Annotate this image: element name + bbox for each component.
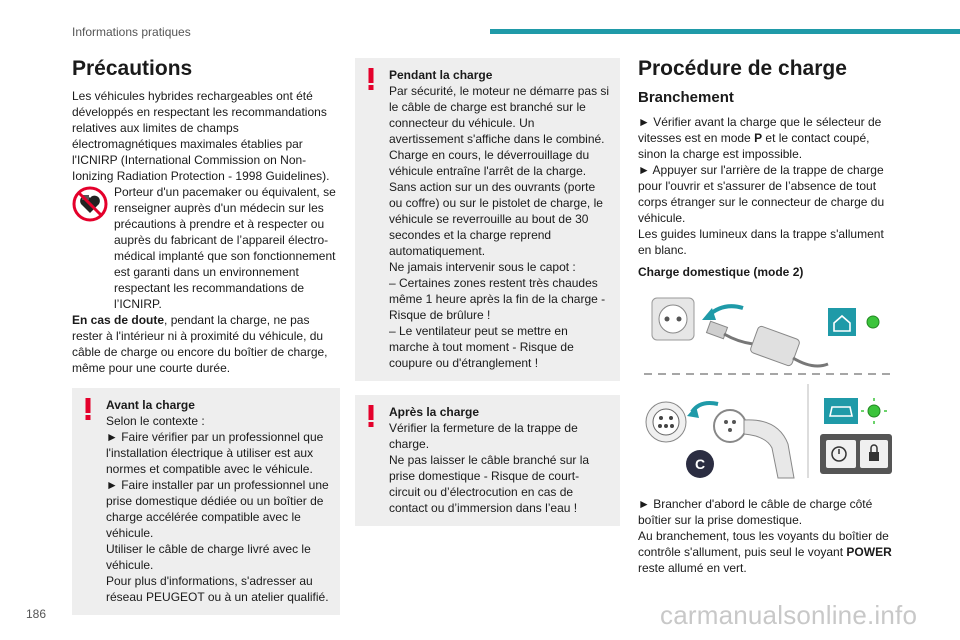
note-line: Vérifier la fermeture de la trappe de charge. xyxy=(389,421,578,451)
step-text: ► Vérifier avant la charge que le sélecteur de vitesses est en mode xyxy=(638,115,882,145)
column-charge-notes xyxy=(355,58,620,526)
intro-paragraph: Les véhicules hybrides rechargeables ont été développés en respectant les recommandations relatives aux limites de champs électromagnétiques maximales établies par l'ICNIRP (International Commission on Non-Ionizing Radiation Protection - 1998 Guidelines). xyxy=(72,89,330,183)
power-label: POWER xyxy=(846,545,892,559)
gear-mode-p: P xyxy=(754,131,763,145)
note-line: – Le ventilateur peut se mettre en marche à tout moment - Risque de coupure ou d'étranglement ! xyxy=(389,324,574,370)
step-plug-domestic: ► Brancher d'abord le câble de charge côté boîtier sur la prise domestique. xyxy=(638,497,873,527)
note-line: Sans action sur un des ouvrants (porte ou coffre) ou sur le pistolet de charge, le véhicule se reverrouille au bout de 30 secondes et la charge reprend automatiquement. xyxy=(389,180,603,258)
warning-exclamation-icon xyxy=(84,398,92,420)
pacemaker-warning xyxy=(72,184,340,312)
step-text: reste allumé en vert. xyxy=(638,561,747,575)
note-line: Pour plus d'informations, s'adresser au réseau PEUGEOT ou à un atelier qualifié. xyxy=(106,574,329,604)
warning-exclamation-icon xyxy=(367,68,375,90)
note-title: Pendant la charge xyxy=(389,68,493,82)
timer-lock-panel-icon xyxy=(820,434,892,474)
note-title: Avant la charge xyxy=(106,398,195,412)
pacemaker-text: Porteur d'un pacemaker ou équivalent, se renseigner auprès d'un médecin sur les précautions à prendre et à respecter ou auprès du fabricant de l’appareil électro-médical implanté que son fonctionnement est garanti dans un environnement respectant les recommandations de l’ICNIRP. xyxy=(114,185,336,311)
charge-gun-icon xyxy=(714,410,794,478)
note-line: Ne pas laisser le câble branché sur la prise domestique - Risque de court-circuit ou d’électrocution en cas de contact ou d’immersion dans l’eau ! xyxy=(389,453,590,515)
warning-exclamation-icon xyxy=(367,405,375,427)
step-guides-light: Les guides lumineux dans la trappe s'allument en blanc. xyxy=(638,227,884,257)
led-green-indicator xyxy=(867,316,879,328)
watermark: carmanualsonline.info xyxy=(660,600,918,630)
step-open-flap: ► Appuyer sur l'arrière de la trappe de charge pour l'ouvrir et s'assurer de l’absence de tout corps étranger sur le connecteur de charge du véhicule. xyxy=(638,163,885,225)
step-text: et le contact coupé, sinon la charge est impossible. xyxy=(638,131,870,161)
vehicle-mode-icon xyxy=(824,398,858,424)
charging-cable-box-icon xyxy=(706,321,828,366)
section-title-procedure: Procédure de charge xyxy=(638,57,847,80)
note-pendant-charge xyxy=(355,58,620,381)
note-avant-charge xyxy=(72,388,340,615)
column-precautions xyxy=(72,56,340,615)
vehicle-connector-icon xyxy=(646,402,686,442)
running-header-title: Informations pratiques xyxy=(72,25,191,39)
callout-c-letter: C xyxy=(694,456,706,472)
doubt-bold: En cas de doute xyxy=(72,313,165,327)
note-title: Après la charge xyxy=(389,405,480,419)
note-line: Selon le contexte : xyxy=(106,414,205,428)
step-text: Au branchement, tous les voyants du boîtier de contrôle s'allument, puis seul le voyant xyxy=(638,529,889,559)
note-line: Ne jamais intervenir sous le capot : xyxy=(389,260,576,274)
step-power-led xyxy=(638,528,894,576)
note-line: – Certaines zones restent très chaudes même 1 heure après la fin de la charge - Risque de brûlure ! xyxy=(389,276,606,322)
doubt-text: , pendant la charge, ne pas rester à l'intérieur ni à proximité du véhicule, du câble de charge ou encore du boîtier de charge, même pour une courte durée. xyxy=(72,313,328,375)
no-pacemaker-icon xyxy=(72,186,108,222)
column-procedure xyxy=(638,56,894,576)
led-blinking-indicator xyxy=(861,398,887,424)
note-line: Par sécurité, le moteur ne démarre pas si le câble de charge est branché sur le connecteur du véhicule. Un avertissement s'affiche dans le combiné. xyxy=(389,84,610,146)
note-apres-charge xyxy=(355,395,620,526)
note-line: Utiliser le câble de charge livré avec le véhicule. xyxy=(106,542,311,572)
note-line: Charge en cours, le déverrouillage du véhicule entraîne l'arrêt de la charge. xyxy=(389,148,590,178)
home-charging-illustration xyxy=(638,294,894,484)
step-selector-check xyxy=(638,114,894,162)
note-line: ► Faire installer par un professionnel une prise domestique dédiée ou un boîtier de charge accélérée compatible avec le véhicule. xyxy=(106,478,329,540)
subsection-title-branchement: Branchement xyxy=(638,89,734,106)
page-number: 186 xyxy=(26,607,47,621)
wall-socket-icon xyxy=(652,298,694,340)
doubt-paragraph xyxy=(72,312,340,376)
section-title-precautions: Précautions xyxy=(72,57,193,80)
mode2-title: Charge domestique (mode 2) xyxy=(638,265,804,279)
running-header-bar xyxy=(490,29,960,34)
note-line: ► Faire vérifier par un professionnel que l'installation électrique à utiliser est aux normes et compatible avec le véhicule. xyxy=(106,430,324,476)
